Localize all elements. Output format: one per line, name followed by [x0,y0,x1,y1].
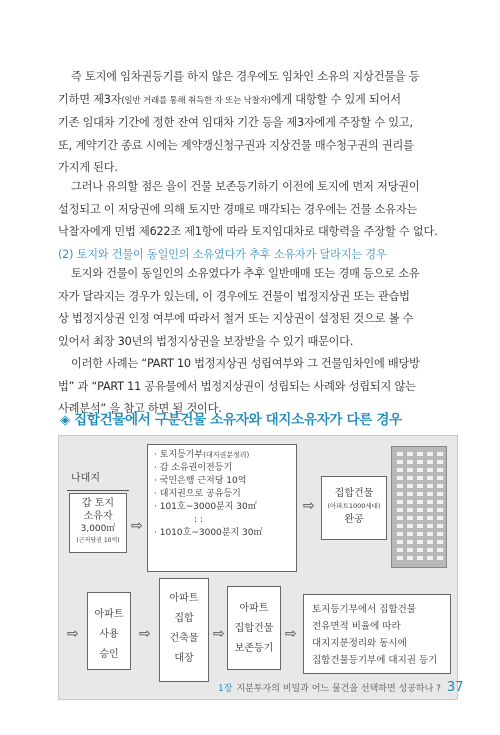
paragraph-3 [58,263,458,353]
building-window [397,508,403,512]
building-window [407,500,413,504]
diamond-bullet-icon: ◈ [60,412,71,428]
land-share-box [303,594,451,674]
para4-line2: 법” 과 “PART 11 공유물에서 법정지상권이 성립되는 사례와 성립되지 않는 [58,379,416,393]
building-window [437,500,443,504]
building-window [407,452,413,456]
use-approval-box [87,592,131,670]
register-line5: · 101호~3000분지 30㎡ [154,502,257,512]
para4-line1: 이러한 사례는 “PART 10 법정지상권 성립여부와 그 건물임차인에 배당방 [71,357,420,370]
chapter-label: 1장 [218,684,233,694]
building-window [437,484,443,488]
diagram-panel [58,435,458,700]
page-number: 37 [446,680,464,695]
building-window [397,492,403,496]
building-window [437,460,443,464]
building-window [427,548,433,552]
arrow-right-icon: ⇨ [131,518,143,534]
building-window [407,524,413,528]
building-window [397,524,403,528]
para1-line3: 기존 임대차 기간에 정한 잔여 임대차 기간 등을 제3자에게 주장할 수 있고, [58,116,413,129]
building-window [407,468,413,472]
step2-line4: 대장 [174,653,194,664]
building-complete-box [321,476,387,540]
building-window [407,556,413,560]
step2-line1: 아파트 [169,593,199,604]
arrow-right-icon: ⇨ [67,626,79,642]
building-window [417,532,423,536]
para3-line3: 상 법정지상권 인정 여부에 따라서 철거 또는 지상권이 설정된 것으로 볼 수 [58,312,414,325]
building-window [397,532,403,536]
building-window [417,492,423,496]
building-window [437,468,443,472]
building-window [417,468,423,472]
building-window [427,476,433,480]
step2-line2: 집합 [174,613,194,624]
building-window [397,540,403,544]
building-window [407,532,413,536]
diagram-title-text: 집합건물에서 구분건물 소유자와 대지소유자가 다른 경우 [74,412,402,428]
building-window [397,452,403,456]
apartment-building-image [391,446,447,568]
complete-line1: 집합건물 [334,488,374,499]
building-window [427,516,433,520]
para2-line2: 설정되고 이 저당권에 의해 토지만 경매로 매각되는 경우에는 건물 소유자는 [58,202,418,216]
complete-line3: 완공 [344,514,364,525]
building-window [437,476,443,480]
building-window [437,452,443,456]
building-window [417,524,423,528]
building-window [397,484,403,488]
step3-line2: 집합건물 [234,623,274,634]
building-window [417,484,423,488]
land-label: 나대지 [71,473,100,484]
building-window [417,508,423,512]
building-window [397,468,403,472]
para2-line1: 그러나 유의할 점은 을이 건물 보존등기하기 이전에 토지에 먼저 저당권이 [71,180,420,193]
paragraph-2 [58,176,458,244]
para1-line1: 즉 토지에 임차권등기를 하지 않은 경우에도 임차인 소유의 지상건물을 등 [71,70,420,83]
step3-line1: 아파트 [239,603,269,614]
para3-line4: 있어서 최장 30년의 법정지상권을 보장받을 수 있기 때문이다. [58,334,354,348]
footer-text: 지분투자의 비밀과 어느 물건을 선택하면 성공하나 ? [236,684,441,694]
building-window [427,556,433,560]
owner-line4: (근저당권 10억) [76,537,120,544]
building-window [407,508,413,512]
building-window [427,492,433,496]
register-line4: · 대지권으로 공유등기 [154,489,241,499]
building-window [437,556,443,560]
step2-line3: 건축물 [169,633,199,644]
arrow-right-icon: ⇨ [303,498,315,514]
land-register-list [147,444,297,572]
building-window [427,540,433,544]
building-window [427,484,433,488]
building-window [407,548,413,552]
register-line6: : : [194,515,203,525]
building-window [417,500,423,504]
para3-line1: 토지와 건물이 동일인의 소유였다가 추후 일반매매 또는 경매 등으로 소유 [71,267,420,280]
building-window [417,452,423,456]
register-line7: · 1010호~3000분지 30㎡ [154,528,263,538]
para1-line4: 또, 계약기간 종료 시에는 계약갱신청구권과 지상건물 매수청구권의 권리를 [58,138,414,152]
complete-line2: (아파트1000세대) [327,502,381,510]
register-line3: · 국민은행 근저당 10억 [154,476,247,486]
building-window [407,492,413,496]
building-window [397,500,403,504]
land-owner-box [69,493,127,553]
building-window [437,532,443,536]
building-window [407,516,413,520]
building-window [437,540,443,544]
building-window [397,556,403,560]
register-line2: · 갑 소유권이전등기 [154,463,233,473]
land-underline [67,490,129,491]
step1-line3: 승인 [99,649,119,660]
building-window [407,460,413,464]
building-window [407,484,413,488]
final-line2: 전유면적 비율에 따라 [312,621,401,632]
para1-line5: 가지게 된다. [58,161,118,174]
building-window [437,524,443,528]
step1-line1: 아파트 [94,609,124,620]
section-heading: (2) 토지와 건물이 동일인의 소유였다가 추후 소유자가 달라지는 경우 [58,248,387,261]
arrow-right-icon: ⇨ [139,626,151,642]
building-window [397,516,403,520]
building-window [427,508,433,512]
building-window [397,460,403,464]
building-window [397,476,403,480]
preservation-registration-box [227,586,281,670]
building-window [437,516,443,520]
building-window [427,532,433,536]
building-window [407,476,413,480]
owner-line3: 3,000㎡ [80,524,116,534]
owner-line1: 갑 토지 [81,498,115,509]
building-window [417,460,423,464]
building-window [417,548,423,552]
building-window [417,556,423,560]
building-window [437,548,443,552]
arrow-right-icon: ⇨ [285,626,297,642]
arrow-right-icon: ⇨ [213,626,225,642]
owner-line2: 소유자 [83,511,113,522]
para3-line2: 자가 달라지는 경우가 있는데, 이 경우에도 건물이 법정지상권 또는 관습법 [58,289,410,303]
final-line4: 집합건물등기부에 대지권 등기 [312,655,438,666]
paragraph-1 [58,66,458,180]
building-window [427,468,433,472]
para1-line2: 기하면 제3자(일반 거래를 통해 취득한 자 또는 낙찰자)에게 대항할 수 있게 되어서 [58,92,401,106]
register-line1: · 토지등기부(대지권분정리) [154,450,250,460]
step3-line3: 보존등기 [234,643,274,654]
building-window [417,540,423,544]
building-window [427,452,433,456]
building-window [437,508,443,512]
building-window [417,476,423,480]
building-ledger-box [159,578,209,682]
para4-line3: 사례분석” 을 참고 하면 될 것이다. [58,402,222,415]
building-window [427,460,433,464]
diagram-title [60,408,402,428]
building-window [437,492,443,496]
step1-line2: 사용 [99,629,119,640]
para2-line3: 낙찰자에게 민법 제622조 제1항에 따라 토지임대차로 대항력을 주장할 수 없다. [58,225,438,238]
page-footer [218,680,464,695]
building-window [427,524,433,528]
building-window [417,516,423,520]
final-line3: 대지지분정리와 동시에 [312,638,407,649]
final-line1: 토지등기부에서 집합건물 [312,604,416,615]
building-window [407,540,413,544]
building-window [397,548,403,552]
building-window [427,500,433,504]
